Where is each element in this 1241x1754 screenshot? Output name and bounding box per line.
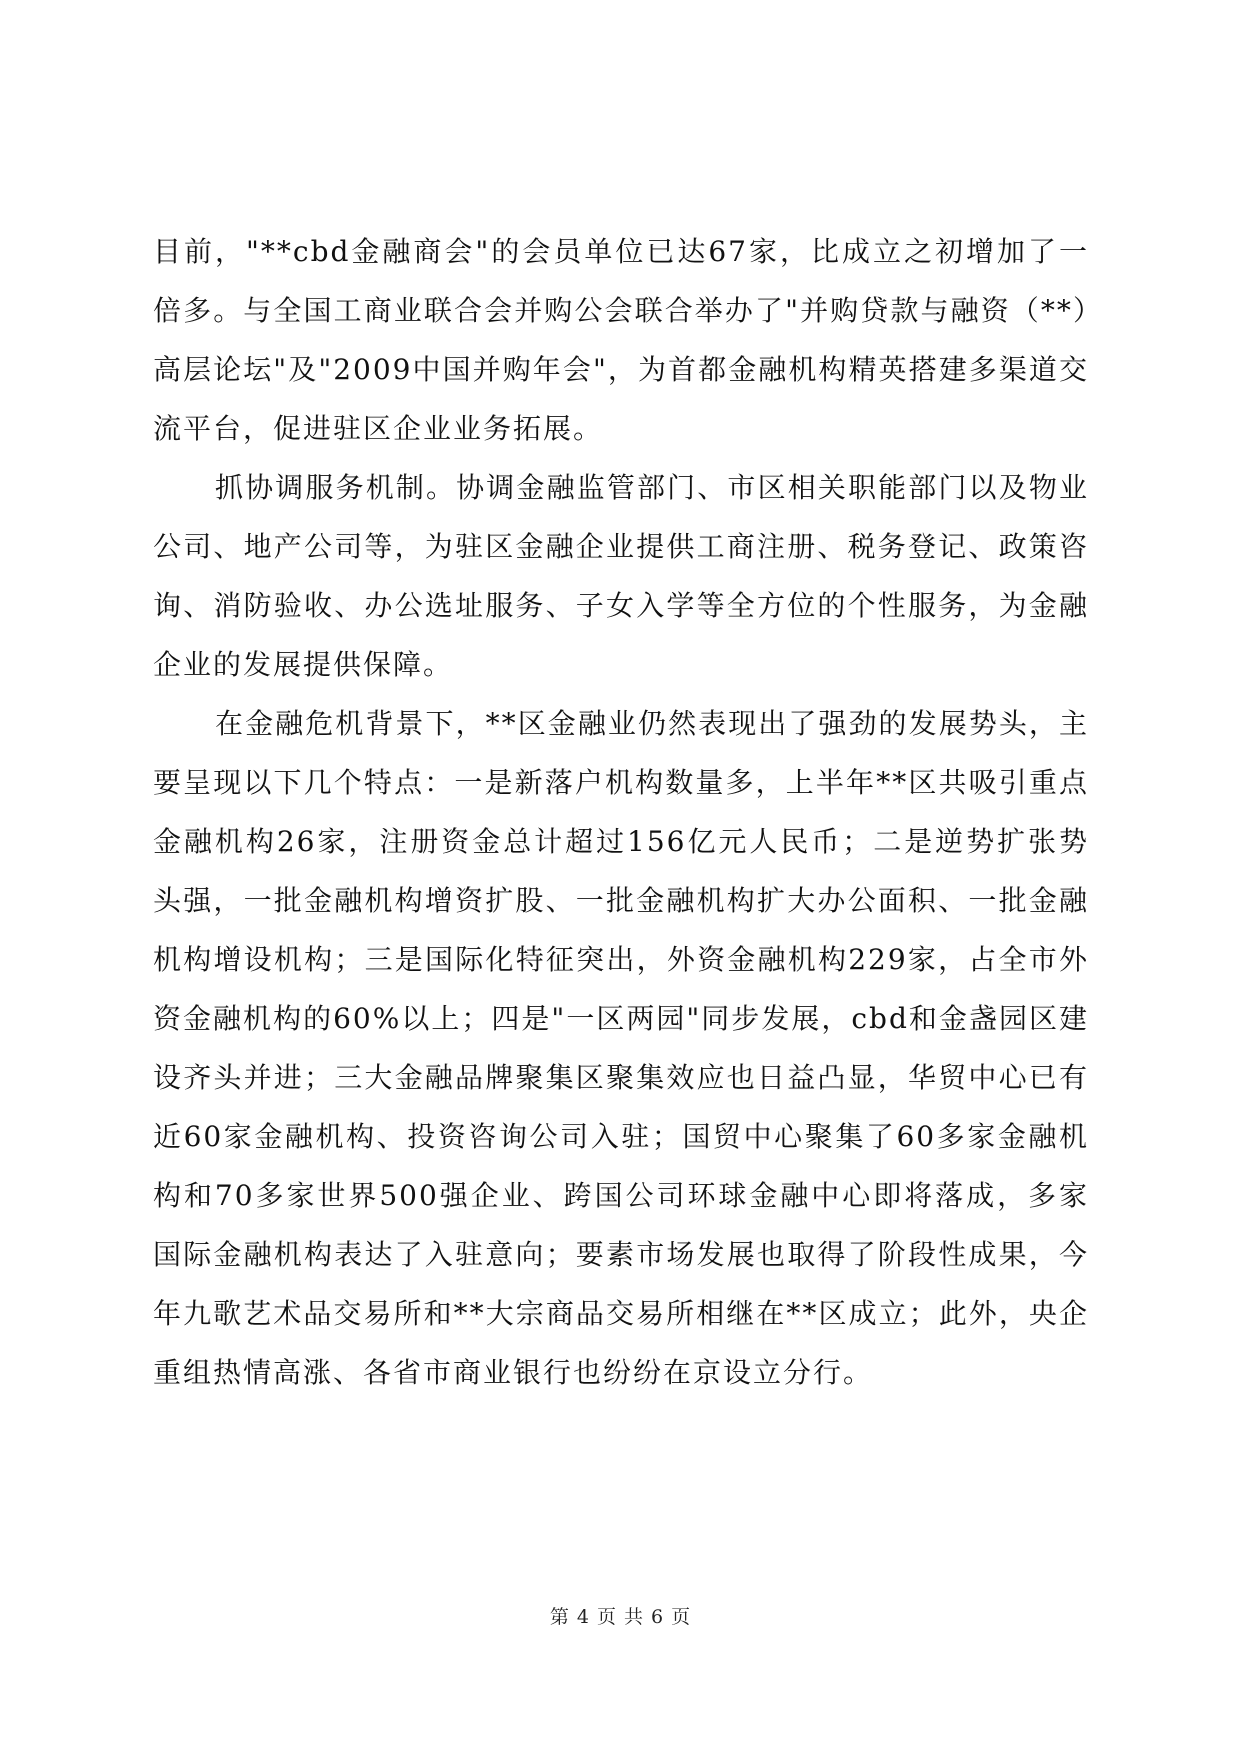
page-footer: 第 4 页 共 6 页 [549, 1606, 692, 1628]
paragraph-continuation: 目前，"**cbd金融商会"的会员单位已达67家，比成立之初增加了一倍多。与全国工商业联合会并购公会联合举办了"并购贷款与融资（**）高层论坛"及"2009中国并购年会"，为首都金融机构精英搭建多渠道交流平台，促进驻区企业业务拓展。 [153, 235, 1089, 445]
paragraph-coordination-service: 抓协调服务机制。协调金融监管部门、市区相关职能部门以及物业公司、地产公司等，为驻区金融企业提供工商注册、税务登记、政策咨询、消防验收、办公选址服务、子女入学等全方位的个性服务，为金融企业的发展提供保障。 [153, 471, 1089, 681]
document-body [153, 222, 1089, 1402]
paragraph-financial-features: 在金融危机背景下，**区金融业仍然表现出了强劲的发展势头，主要呈现以下几个特点：一是新落户机构数量多，上半年**区共吸引重点金融机构26家，注册资金总计超过156亿元人民币；二是逆势扩张势头强，一批金融机构增资扩股、一批金融机构扩大办公面积、一批金融机构增设机构；三是国际化特征突出，外资金融机构229家，占全市外资金融机构的60%以上；四是"一区两园"同步发展，cbd和金盏园区建设齐头并进；三大金融品牌聚集区聚集效应也日益凸显，华贸中心已有近60家金融机构、投资咨询公司入驻；国贸中心聚集了60多家金融机构和70多家世界500强企业、跨国公司环球金融中心即将落成，多家国际金融机构表达了入驻意向；要素市场发展也取得了阶段性成果，今年九歌艺术品交易所和**大宗商品交易所相继在**区成立；此外，央企重组热情高涨、各省市商业银行也纷纷在京设立分行。 [153, 707, 1089, 1389]
